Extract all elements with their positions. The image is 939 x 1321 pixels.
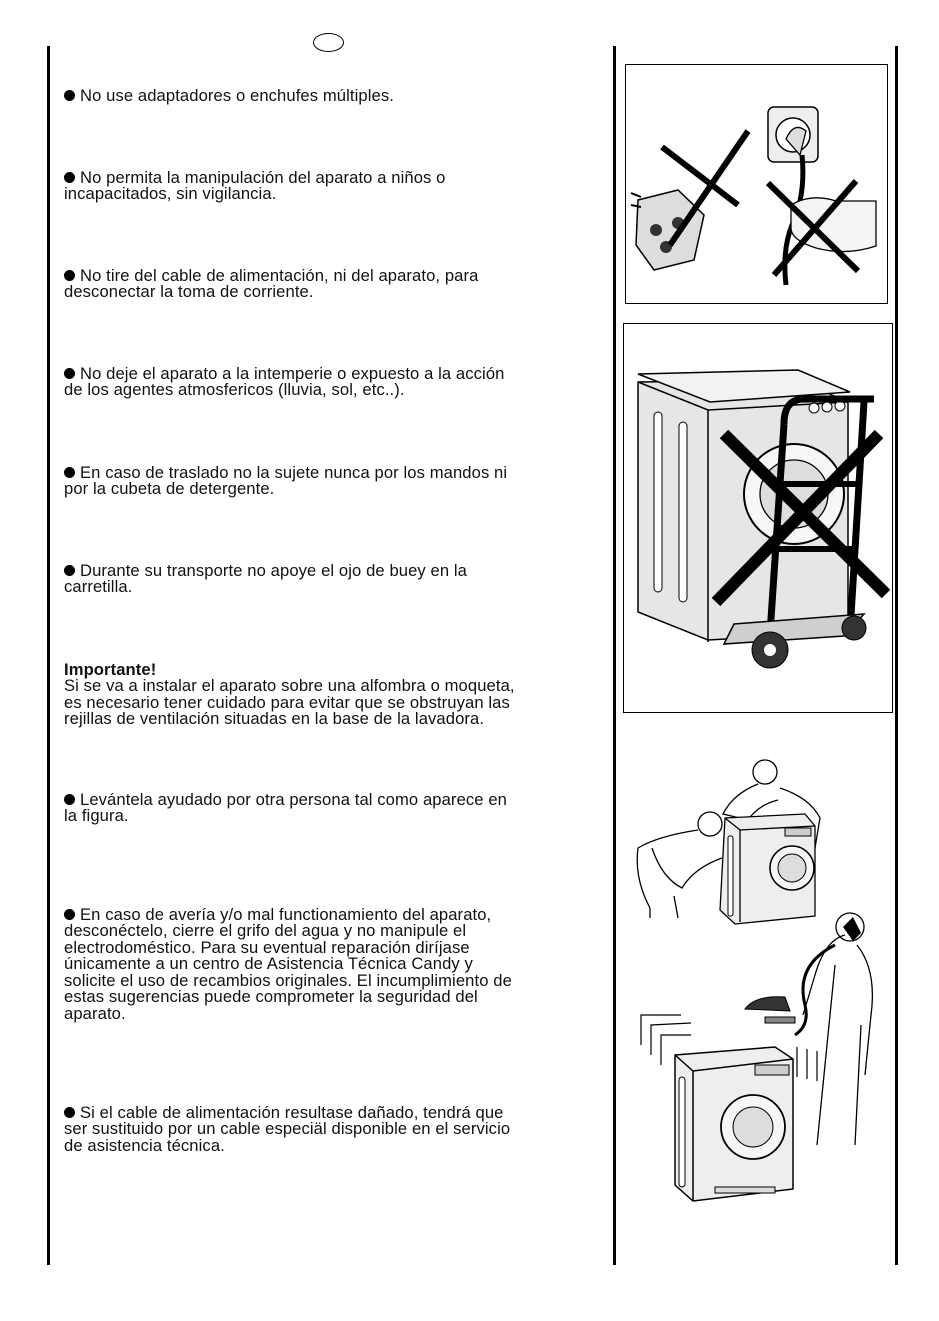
bullet-icon — [64, 909, 75, 920]
left-margin-rule — [47, 46, 50, 1265]
bullet-icon — [64, 1107, 75, 1118]
right-margin-rule — [895, 46, 898, 1265]
warning-no-adapters: No use adaptadores o enchufes múltiples. — [64, 71, 609, 104]
bullet-icon — [64, 368, 75, 379]
technician-phone-washer-icon — [635, 905, 885, 1215]
bullet-icon — [64, 172, 75, 183]
plug-adapter-crossed-icon — [625, 64, 888, 304]
warning-transfer: En caso de traslado no la sujete nunca por los mandos ni por la cubeta de detergente. — [64, 462, 508, 498]
warning-transport: Durante su transporte no apoye el ojo de buey en la carretilla. — [64, 560, 468, 596]
instruction-lift: Levántela ayudado por otra persona tal como aparece en la figura. — [64, 789, 507, 825]
important-note — [64, 645, 609, 728]
bullet-icon — [64, 270, 75, 281]
bullet-icon — [64, 794, 75, 805]
bullet-icon — [64, 467, 75, 478]
column-divider-rule — [613, 46, 616, 1265]
language-indicator-oval — [313, 33, 344, 52]
important-text: Si se va a instalar el aparato sobre una alfombra o moqueta, es necesario tener cuidado para evitar que se obstruyan las rejillas de ventilación situadas en la base de la lavadora. — [64, 676, 515, 728]
instruction-fault: En caso de avería y/o mal functionamiento del aparato, desconéctelo, cierre el grifo del agua y no manipule el electrodoméstico. Para su eventual reparación diríjase únicamente a un centro de Asistencia Técnica Candy y solicite el uso de recambios originales. El incumplimiento de estas sugerencias puede comprometer la seguridad del aparato. — [64, 904, 512, 1023]
washer-trolley-crossed-icon — [623, 323, 893, 713]
warning-children: No permita la manipulación del aparato a niños o incapacitados, sin vigilancia. — [64, 167, 446, 203]
warning-cable-pull: No tire del cable de alimentación, ni del aparato, para desconectar la toma de corriente. — [64, 265, 479, 301]
bullet-icon — [64, 90, 75, 101]
warning-weather: No deje el aparato a la intemperie o expuesto a la acción de los agentes atmosfericos (lluvia, sol, etc..). — [64, 363, 505, 399]
bullet-icon — [64, 565, 75, 576]
instruction-cable-damaged: Si el cable de alimentación resultase dañado, tendrá que ser sustituido por un cable especiäl disponible en el servicio de asistencia técnica. — [64, 1102, 511, 1155]
two-people-lifting-washer-icon — [630, 758, 830, 928]
important-title: Importante! — [64, 659, 157, 679]
